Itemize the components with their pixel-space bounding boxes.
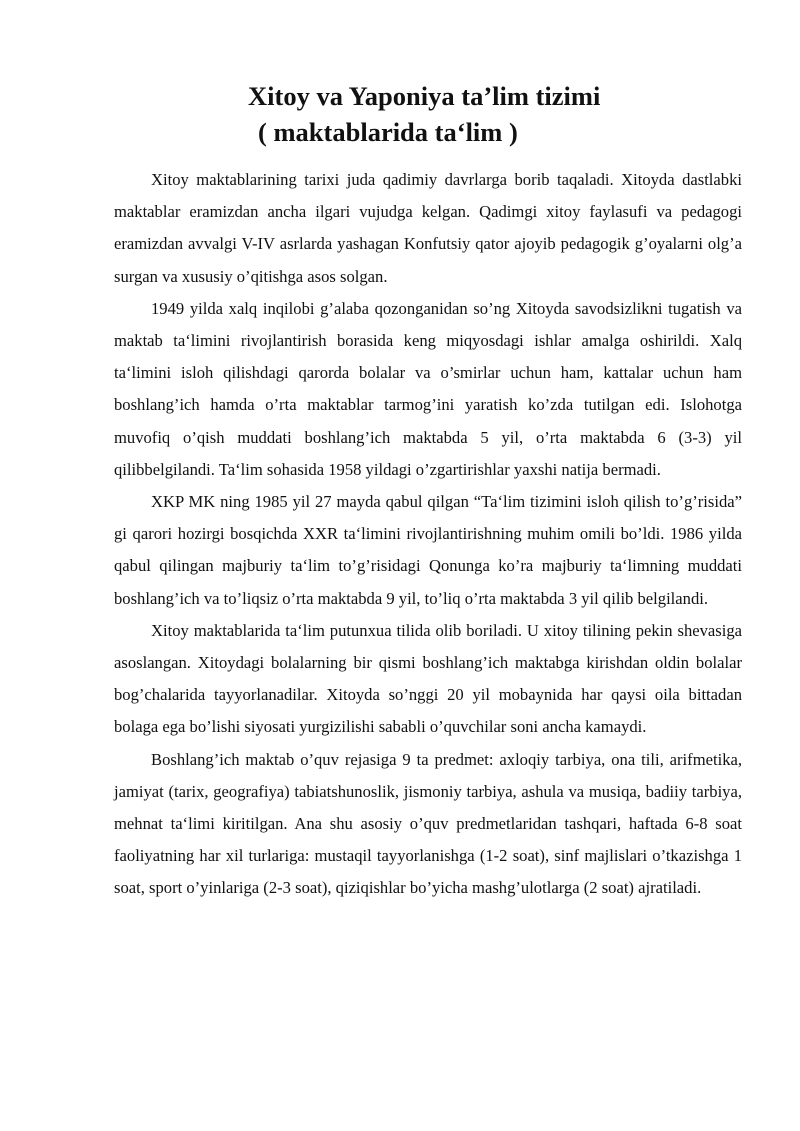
title-line-1: Xitoy va Yaponiya ta’lim tizimi [248,81,601,111]
document-title [114,78,742,150]
paragraph-5: Boshlang’ich maktab o’quv rejasiga 9 ta predmet: axloqiy tarbiya, ona tili, arifmetika, jamiyat (tarix, geografiya) tabiatshunoslik, jismoniy tarbiya, ashula va musiqa, badiiy tarbiya, mehnat ta‘limi kiritilgan. Ana shu asosiy o’quv predmetlaridan tashqari, haftada 6-8 soat faoliyatning har xil turlariga: mustaqil tayyorlanishga (1-2 soat), sinf majlislari o’tkazishga 1 soat, sport o’yinlariga (2-3 soat), qiziqishlar bo’yicha mashg’ulotlarga (2 soat) ajratiladi. [114,749,742,898]
paragraph-3: XKP MK ning 1985 yil 27 mayda qabul qilgan “Ta‘lim tizimini isloh qilish to’g’risida” gi qarori hozirgi bosqichda XXR ta‘limini rivojlantirishning muhim omili bo’ldi. 1986 yilda qabul qilingan majburiy ta‘lim to’g’risidagi Qonunga ko’ra majburiy ta‘limning muddati boshlang’ich va to’liqsiz o’rta maktabda 9 yil, to’liq o’rta maktabda 3 yil qilib belgilandi. [114,492,742,608]
paragraph-4: Xitoy maktablarida ta‘lim putunxua tilida olib boriladi. U xitoy tilining pekin shevasiga asoslangan. Xitoydagi bolalarning bir qismi boshlang’ich maktabga kirishdan oldin bolalar bog’chalarida tayyorlanadilar. Xitoyda so’nggi 20 yil mobaynida har qaysi oila bittadan bolaga ega bo’lishi siyosati yurgizilishi sababli o’quvchilar soni ancha kamaydi. [114,620,742,737]
paragraph-2: 1949 yilda xalq inqilobi g’alaba qozonganidan so’ng Xitoyda savodsizlikni tugatish va maktab ta‘limini rivojlantirish borasida keng miqyosdagi ishlar amalga oshirildi. Xalq ta‘limini isloh qilishdagi qarorda bolalar va o’smirlar uchun ham, kattalar uchun ham boshlang’ich hamda o’rta maktablar tarmog’ini yaratish ko’zda tutilgan edi. Islohotga muvofiq o’qish muddati boshlang’ich maktabda 5 yil, o’rta maktabda 6 (3-3) yil qilibbelgilandi. Ta‘lim sohasida 1958 yildagi o’zgartirishlar yaxshi natija bermadi. [114,298,742,479]
title-line-2: ( maktablarida ta‘lim ) [258,117,518,147]
paragraph-1: Xitoy maktablarining tarixi juda qadimiy davrlarga borib taqaladi. Xitoyda dastlabki maktablar eramizdan ancha ilgari vujudga kelgan. Qadimgi xitoy faylasufi va pedagogi eramizdan avvalgi V-IV asrlarda yashagan Konfutsiy qator ajoyib pedagogik g’oyalarni olg’a surgan va xususiy o’qitishga asos solgan. [114,170,742,286]
document-body [114,164,742,905]
